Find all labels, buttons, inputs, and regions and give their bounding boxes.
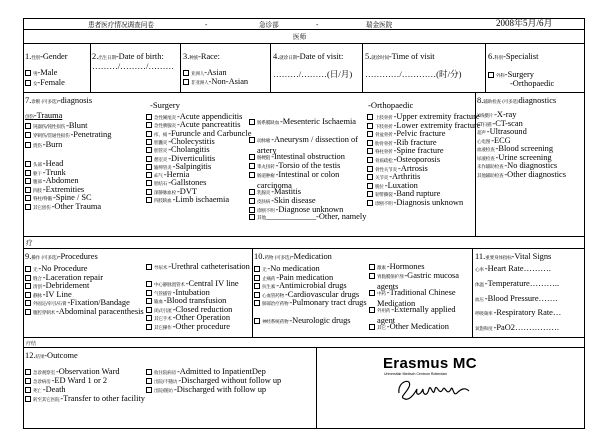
trauma-label: -Penetrating [70,130,112,140]
procedure2-checkbox[interactable] [146,315,152,321]
surgery-label: -Furuncle and Carbuncle [168,128,252,138]
outcome2-label: -Admitted to InpatientDep [176,367,266,376]
vital-sign-item[interactable] [475,264,551,275]
surgery-label: -Hernia [163,170,190,180]
surgery2-label-cn: 动脉瘤 [257,138,271,144]
ortho-checkbox[interactable] [367,157,373,163]
diagnostics-label: -CT-scan [492,118,523,128]
band-treatment: 疗 [26,239,33,247]
band-outcome: 疗结 [26,341,37,347]
surgery-label-cn: 输卵管炎 [154,165,172,171]
nonasian-checkbox[interactable] [183,79,189,85]
ortho-heading: -Orthopaedic [368,100,414,110]
procedure-label: -No Procedure [38,264,88,273]
surgery2-label-cn: 肠道肿瘤 [257,173,275,179]
ortho-label-cn: 骨性关节炎 [375,167,397,173]
procedure-label-cn: 腹腔穿刺术 [33,311,55,316]
medication-label: -Antimicrobial drugs [276,281,347,291]
procedure-label-cn: 清创 [33,285,42,291]
procedure-label-cn: 外固定/牵引/石膏 [33,302,67,308]
body-region-label: -Other Trauma [51,202,102,211]
outcome-label-cn: 转至其它医院 [33,398,60,403]
diagnostics-label-cn: 未作辅助检查 [477,165,504,170]
trauma-label: -Burn [42,139,63,149]
procedure2-label-cn: 闭式引流 [154,308,172,314]
procedure-label: -Fixation/Bandage [67,298,130,308]
ortho-label: -Upper extremity fracture [393,112,480,121]
signature-mark [395,375,475,403]
visit-time-field[interactable]: …………/…………(时/分) [365,69,462,79]
diagnostics-label-cn: 心电图 [477,139,491,145]
ortho-label: -Arthritis [389,172,421,182]
outcome2-label-cn: 收住院病房 [154,371,176,376]
visit-time-heading: 5. 就诊时间 -Time of visit [365,52,435,61]
ortho-label: -Rib fracture [393,137,437,147]
ortho-label-cn: 诊断不明 [375,202,393,207]
body-region-checkbox[interactable] [25,195,31,201]
procedure-label: -Debridement [42,281,90,291]
surgery-checkbox[interactable] [146,122,152,128]
outcome-heading: 12. 结果 -Outcome [25,351,78,360]
surgery-checkbox[interactable] [146,189,152,195]
header-date: 2008年5月/6月 [496,18,553,28]
trauma-checkbox[interactable] [25,142,31,148]
surgery-label-cn: 疝气 [154,174,163,180]
diagnosis-other-checkbox[interactable] [249,214,255,220]
surgery-checkbox[interactable] [488,72,494,78]
surgery2-label: -Aneurysm / dissection of artery [257,134,358,155]
surgery2-checkbox[interactable] [249,119,255,125]
procedure-label: -IV Line [42,289,72,299]
specialist-heading: 6. 科别 -Specialist [488,52,539,61]
diagnostics-label: -Ultrasound [486,127,527,136]
procedure2-checkbox[interactable] [146,298,152,304]
body-region-label-cn: 躯干 [33,171,42,177]
ortho-label-cn: 脱位 [375,184,384,190]
surgery2-label-cn: 诊断不明 [257,209,275,214]
procedure-checkbox[interactable] [25,275,31,281]
outcome2-item[interactable] [146,385,266,396]
dob-field[interactable]: ………/………/……… [92,61,175,71]
body-region-label: -Trunk [42,167,66,177]
procedure2-label-cn: 导尿术 [154,266,168,271]
procedure2-label-cn: 其它操作 [154,325,172,331]
procedure-checkbox[interactable] [25,300,31,306]
medication-label: -No medication [267,264,320,273]
medication-label-cn: 抗生素 [262,285,276,291]
surgery2-label: -Skin disease [271,196,316,206]
race-nonasian-option[interactable]: 非亚洲人 -Non-Asian [183,77,248,88]
specialist-ortho-option[interactable]: -Orthopaedic [510,79,555,88]
procedure2-checkbox[interactable] [146,264,152,270]
body-region-label-cn: 腹部 [33,180,42,186]
diagnostics-label: -X-ray [494,110,517,119]
procedure-checkbox[interactable] [25,283,31,289]
ortho-checkbox[interactable] [367,191,373,197]
medication-label: -Neurologic drugs [289,315,351,325]
gender-male-option[interactable]: 男 -Male [25,68,57,79]
ortho-checkbox[interactable] [367,166,373,172]
medication-label-cn: 无 [262,268,267,273]
dob-heading: 2. 出生日期 -Date of birth: [92,52,164,61]
body-region-checkbox[interactable] [25,204,31,210]
medication-checkbox[interactable] [254,266,260,272]
outcome-label: -ED Ward 1 or 2 [51,376,108,385]
ortho-item[interactable] [367,198,463,209]
outcome2-label-cn: 出院/随访 [154,389,173,394]
ortho-label-cn: 骨盆骨折 [375,133,393,139]
surgery-label-cn: 胆管炎 [154,149,168,155]
procedure-label-cn: 静脉 [33,293,42,299]
ortho-label: -Pelvic fracture [393,129,446,139]
medication-label: -Pain medication [276,272,334,282]
outcome-checkbox[interactable] [25,387,31,393]
outcome-item[interactable] [25,394,145,405]
procedure-label-cn: 无 [33,268,38,273]
ortho-label-cn: 骨质疏松 [375,159,393,164]
vital-sign-item[interactable] [475,279,559,290]
diagnostics-label: -Urine screening [495,152,552,162]
ortho-checkbox[interactable] [367,174,373,180]
vital-sign-label-cn: 呼吸频率 [475,312,493,318]
medication2-checkbox[interactable] [369,290,375,296]
vital-sign-item[interactable] [475,308,561,319]
ortho-checkbox[interactable] [367,140,373,146]
specialist-surgery-option[interactable]: 外科 -Surgery [488,70,534,81]
ortho-label-cn: 韧带撕裂 [375,193,393,199]
medication-checkbox[interactable] [254,275,260,281]
surgery-label-cn: 四肢缺血 [154,199,172,204]
ortho-checkbox[interactable] [367,183,373,189]
outcome-label: -Observation Ward [55,367,120,376]
ortho-label: -Diagnosis unknown [393,198,464,207]
outcome2-label: -Discharged without follow up [178,376,282,385]
body-region-label-cn: 头部 [33,163,42,168]
procedure2-label: -Urethral catheterisation [168,262,250,271]
outcome2-label: -Discharged with follow up [173,385,267,394]
surgery2-label: -Torsio of the testis [275,161,341,170]
medication2-item[interactable] [369,322,473,333]
diagnostics-label-cn: 尿液检查 [477,156,495,162]
vital-sign-item[interactable] [475,323,559,334]
body-region-label: -Extremities [42,184,85,194]
ortho-label-cn: 上肢骨折 [375,116,393,121]
body-region-label-cn: 四肢 [33,188,42,194]
surgery-label-cn: 急性阑尾炎 [154,116,176,121]
ortho-checkbox[interactable] [367,131,373,137]
surgery-label: -Acute pancreatitis [176,120,241,130]
surgery-heading: -Surgery [150,100,180,110]
procedure2-label-cn: 气管插管 [154,291,172,297]
ortho-label: -Band rupture [393,189,441,199]
surgery2-checkbox[interactable] [249,137,255,143]
visit-date-field[interactable]: ………/………(日/月) [273,69,353,79]
outcome2-checkbox[interactable] [146,369,152,375]
surgery2-label: -Diagnose unknown [275,205,344,214]
vitals-heading: 11. 重要身体指标 -Vital Signs [475,252,552,261]
surgery-label: -Cholecystitis [168,136,215,146]
surgery-label: -Limb ischaemia [172,195,230,204]
procedure2-label: -Blood transfusion [163,296,227,305]
ortho-checkbox[interactable] [367,123,373,129]
procedure2-label: -Intubation [172,287,210,297]
band-doctor: 医师 [293,33,307,41]
surgery2-label-cn: 乳腺炎 [257,191,271,197]
surgery2-label: -Intestinal or colon carcinoma [257,169,340,190]
diagnostics-heading: 8. 辅助检查 (可多选) diagnostics [477,96,557,105]
ortho-label-cn: 关节炎 [375,176,389,182]
gender-female-option[interactable]: 女 -Female [25,78,65,89]
outcome-checkbox[interactable] [25,369,31,375]
outcome2-label-cn: 出院/不随访 [154,380,178,385]
outcome2-checkbox[interactable] [146,378,152,384]
diagnosis-other-option[interactable]: 其他 ____________ -Other, namely [249,212,366,223]
surgery-label-cn: 疖、痈 [154,132,168,138]
male-checkbox[interactable] [25,70,31,76]
medication2-label-cn: 外用药 [377,309,391,314]
ortho-label: -Artrosis [397,163,428,173]
surgery-checkbox[interactable] [146,147,152,153]
medication-heading: 10. 药物 (可多选) -Medication [254,252,332,261]
procedure2-item[interactable] [146,262,254,273]
diagnostics-label-cn: X线摄片 [477,114,494,119]
ortho-label-cn: 脊柱骨折 [375,150,393,156]
diagnostics-label-cn: 其他辅助检查 [477,173,504,179]
vital-sign-label-cn: 体温 [475,282,484,288]
surgery2-checkbox[interactable] [249,198,255,204]
surgery2-label-cn: 睾丸扭转 [257,165,275,170]
trauma-heading: 创伤 -Trauma [25,111,63,120]
surgery-label-cn: 胆结石 [154,182,168,188]
race-asian-option[interactable]: 亚洲人 -Asian [183,68,227,79]
outcome-label-cn: 急诊观察室 [33,371,55,376]
medication2-checkbox[interactable] [369,324,375,330]
medication-label-cn: 止痛药 [262,276,276,282]
medication-label-cn: 肺部治疗药物 [262,302,289,308]
medication2-label-cn: 其它 [377,326,386,332]
body-region-label: -Abdomen [42,176,79,186]
surgery2-label: -Mastitis [271,187,301,197]
ortho-label: -Lower extremity fracture [393,120,481,130]
header-dash-1: - [205,21,208,29]
diagnostics-label-cn: CT扫描 [477,122,492,128]
procedure2-checkbox[interactable] [146,307,152,313]
trauma-checkbox[interactable] [25,132,31,138]
body-region-item[interactable] [25,202,101,213]
medication-label-cn: 神经系统药物 [262,319,289,325]
diagnostics-label: -No diagnostics [504,161,558,170]
trauma-label-cn: 穿刺伤/贯通性损伤 [33,134,70,140]
diagnostics-label: -Blood screening [495,144,554,153]
diagnostics-label-cn: 超声 [477,131,486,136]
surgery-label-cn: 胆囊炎 [154,140,168,146]
procedure-label: -Laceration repair [42,272,104,282]
surgery2-checkbox[interactable] [249,154,255,160]
erasmus-logo-subtitle: Universitair Medisch Centrum Rotterdam [384,372,448,376]
medication2-label: -Externally applied agent [377,305,456,325]
surgery-checkbox[interactable] [146,131,152,137]
trauma-label-cn: 烧伤 [33,143,42,149]
header-dash-2: - [316,21,319,29]
medication2-label-cn: 胃黏膜保护剂 [377,274,404,280]
form-title: 患者医疗情况调查问卷 [88,21,154,29]
surgery2-label-cn: 肠系膜缺血 [257,121,279,126]
surgery-checkbox[interactable] [146,180,152,186]
medication2-label-cn: 激素 [377,266,386,271]
surgery-label: -Cholangitis [168,145,210,155]
surgery-label-cn: 急性胰腺炎 [154,124,176,130]
outcome-label-cn: 死亡 [33,389,42,394]
ortho-label: -Luxation [384,180,418,190]
procedure2-checkbox[interactable] [146,281,152,287]
medication2-label: -Hormones [386,262,425,271]
surgery-label: -Acute appendicitis [176,112,243,121]
medication2-label-cn: 中药 [377,291,386,297]
medication2-label: -Traditional Chinese Medication [377,287,456,308]
procedures-heading: 9. 操作 (可多选) -Procedures [25,252,98,261]
ortho-label: -Osteoporosis [393,155,441,164]
surgery-checkbox[interactable] [146,164,152,170]
diagnostics-label: -ECG [491,135,511,145]
procedure-label: -Abdominal paracenthesis [55,307,144,316]
procedure2-label-cn: 中心静脉置管术 [154,283,185,288]
procedure2-checkbox[interactable] [146,324,152,330]
vital-sign-label-cn: 氧饱和度 [475,327,493,333]
medication-item[interactable] [254,316,370,327]
vital-sign-label: -Blood Pressure……. [484,293,558,303]
body-region-label-cn: 其它创伤 [33,206,51,211]
diagnostics-label-cn: 血液检查 [477,148,495,153]
visit-date-heading: 4. 就诊日期 -Date of visit: [273,52,344,61]
outcome-label-cn: 急诊病房 [33,380,51,385]
header-hospital: 瑞金医院 [366,21,393,29]
medication-checkbox[interactable] [254,292,260,298]
procedure-checkbox[interactable] [25,309,31,315]
surgery-item[interactable] [146,195,229,206]
surgery2-label-cn: 肠梗阻 [257,156,271,162]
procedure2-label: -Closed reduction [172,304,233,314]
surgery2-checkbox[interactable] [249,172,255,178]
body-region-label: -Head [42,159,64,168]
diagnostics-item[interactable] [477,170,566,181]
body-region-checkbox[interactable] [25,187,31,193]
vital-sign-label: -Temperature……….. [484,278,560,288]
procedure2-item[interactable] [146,322,254,333]
medication-label: -Pulmonary tract drugs [289,298,367,308]
surgery2-label: -Intestinal obstruction [271,152,345,162]
procedure2-checkbox[interactable] [146,290,152,296]
medication-checkbox[interactable] [254,318,260,324]
medication2-checkbox[interactable] [369,307,375,313]
surgery-label-cn: 深静脉血栓 [154,190,176,196]
surgery-checkbox[interactable] [146,114,152,120]
surgery-checkbox[interactable] [146,197,152,203]
procedure-label-cn: 缝合 [33,276,42,282]
trauma-label: -Blunt [66,121,88,130]
body-region-checkbox[interactable] [25,161,31,167]
medication2-label: -Gastric mucosa agents [377,270,460,291]
vital-sign-label-cn: 血压 [475,297,484,303]
medication2-checkbox[interactable] [369,264,375,270]
header-department: 急诊部 [259,21,279,29]
ortho-checkbox[interactable] [367,114,373,120]
outcome2-checkbox[interactable] [146,387,152,393]
trauma-label-cn: 钝器伤/钝性损伤 [33,125,66,130]
procedure2-label: -Other procedure [172,321,231,331]
vital-sign-label: -Respiratory Rate… [493,308,562,318]
diagnosis-heading: 7. 诊断 (可多选) -diagnosis [25,96,93,105]
procedure2-label-cn: 输血 [154,300,163,305]
procedure2-label: -Other Operation [172,313,231,322]
body-region-checkbox[interactable] [25,170,31,176]
medication-label: -Cardiovascular drugs [284,289,360,299]
surgery-label: -Salpingitis [172,161,212,171]
procedure-checkbox[interactable] [25,266,31,272]
medication-checkbox[interactable] [254,283,260,289]
diagnostics-label: -Other diagnostics [504,169,567,179]
surgery2-label-cn: 皮肤病 [257,200,271,206]
outcome-label: -Death [42,385,66,394]
female-checkbox[interactable] [25,80,31,86]
vital-sign-label-cn: 心率 [475,268,484,273]
erasmus-logo: Erasmus MC [383,355,477,372]
surgery-checkbox[interactable] [146,139,152,145]
surgery2-checkbox[interactable] [249,189,255,195]
ortho-label: -Spine fracture [393,146,444,156]
procedure2-label-cn: 其它手术 [154,317,172,322]
gender-heading: 1. 性别 -Gender [25,52,68,61]
medication-checkbox[interactable] [254,300,260,306]
outcome-label: -Transfer to other facility [60,394,145,403]
procedure-item[interactable] [25,307,147,318]
surgery-label: -DVT [176,186,197,196]
medication2-label: -Other Medication [386,322,449,332]
ortho-checkbox[interactable] [367,148,373,154]
procedure-checkbox[interactable] [25,292,31,298]
surgery2-item[interactable] [249,117,363,128]
vital-sign-item[interactable] [475,294,557,305]
body-region-label-cn: 脊柱/脊髓 [33,197,52,203]
ortho-label-cn: 下肢骨折 [375,124,393,130]
outcome-checkbox[interactable] [25,378,31,384]
vital-sign-label: -PaO2……………. [493,323,559,333]
body-region-checkbox[interactable] [25,178,31,184]
medication-item[interactable] [254,298,370,309]
race-heading: 3. 种族 -Race: [183,52,220,61]
vital-sign-label: -Heart Rate………. [484,264,551,273]
ortho-label-cn: 肋骨骨折 [375,141,393,147]
trauma-checkbox[interactable] [25,123,31,129]
surgery2-label: -Mesenteric Ischaemia [279,117,357,126]
surgery2-checkbox[interactable] [249,163,255,169]
surgery-label: -Diverticulitis [168,153,216,163]
medication-label-cn: 心血管药物 [262,293,284,299]
surgery-checkbox[interactable] [146,156,152,162]
surgery-label-cn: 憩室炎 [154,157,168,163]
surgery-label: -Gallstones [168,178,207,188]
medication2-checkbox[interactable] [369,273,375,279]
asian-checkbox[interactable] [183,70,189,76]
procedure2-label: -Central IV line [185,279,239,288]
outcome-checkbox[interactable] [25,396,31,402]
surgery-checkbox[interactable] [146,172,152,178]
ortho-checkbox[interactable] [367,200,373,206]
trauma-item[interactable] [25,140,62,151]
body-region-label: -Spine / SC [52,193,92,203]
